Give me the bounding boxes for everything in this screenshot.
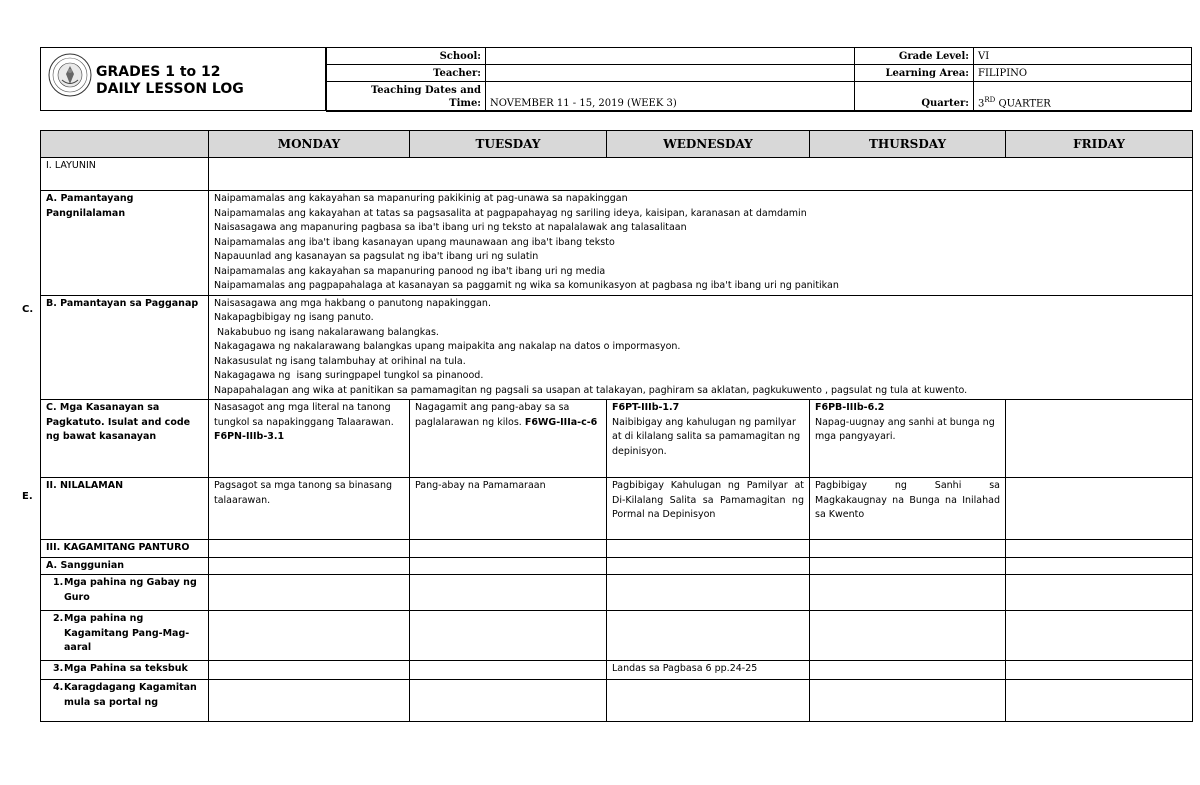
pagganap-line: Nakabubuo ng isang nakalarawang balangkas. bbox=[214, 326, 439, 338]
kagamitan-mag-aaral-monday bbox=[209, 611, 410, 661]
day-header-monday: MONDAY bbox=[209, 131, 410, 158]
header-info-table bbox=[326, 47, 1192, 112]
quarter-label: Quarter: bbox=[855, 82, 974, 112]
pamantayang-row bbox=[41, 191, 1193, 296]
kasanayan-friday bbox=[1006, 400, 1193, 478]
sanggunian-wednesday bbox=[607, 557, 810, 575]
margin-marker-c: C. bbox=[22, 304, 34, 315]
pamantayang-line: Naipamamalas ang iba't ibang kasanayan upang maunawaan ang iba't ibang teksto bbox=[214, 236, 615, 248]
kagamitan-row bbox=[41, 540, 1193, 558]
kasanayan-wednesday bbox=[607, 400, 810, 478]
kagamitan-mag-aaral-wednesday bbox=[607, 611, 810, 661]
quarter-suffix: RD bbox=[984, 95, 996, 104]
kasanayan-wednesday-code: F6PT-IIIb-1.7 bbox=[612, 402, 680, 413]
day-header-thursday: THURSDAY bbox=[810, 131, 1006, 158]
kasanayan-monday-code: F6PN-IIIb-3.1 bbox=[214, 431, 285, 442]
kasanayan-tuesday bbox=[410, 400, 607, 478]
kagamitan-label: III. KAGAMITANG PANTURO bbox=[41, 540, 209, 558]
gabay-row bbox=[41, 575, 1193, 611]
kasanayan-thursday-text: Napag-uugnay ang sanhi at bunga ng mga pangyayari. bbox=[815, 416, 995, 442]
lesson-log-table bbox=[40, 130, 1193, 722]
karagdagan-wednesday bbox=[607, 680, 810, 722]
pamantayang-line: Naipamamalas ang kakayahan sa mapanuring pakikinig at pag-unawa sa napakinggan bbox=[214, 193, 628, 204]
teaching-dates-label-line-2: Time: bbox=[449, 97, 481, 109]
kagamitan-friday bbox=[1006, 540, 1193, 558]
pamantayang-content bbox=[209, 191, 1193, 296]
grade-level-value: VI bbox=[974, 48, 1192, 65]
kagamitan-mag-aaral-label bbox=[41, 611, 209, 661]
teacher-value bbox=[486, 65, 855, 82]
teaching-dates-label-line-1: Teaching Dates and bbox=[370, 84, 481, 96]
pamantayang-line: Naipamamalas ang pagpapahalaga at kasanayan sa paggamit ng wika sa komunikasyon at pagbasa ng iba't ibang uri ng panitikan bbox=[214, 280, 839, 291]
nilalaman-tuesday: Pang-abay na Pamamaraan bbox=[410, 478, 607, 540]
sanggunian-row bbox=[41, 557, 1193, 575]
gabay-tuesday bbox=[410, 575, 607, 611]
teksbuk-row bbox=[41, 661, 1193, 680]
nilalaman-wednesday: Pagbibigay Kahulugan ng Pamilyar at Di-Kilalang Salita sa Pamamagitan ng Pormal na Depinisyon bbox=[607, 478, 810, 540]
gabay-label bbox=[41, 575, 209, 611]
deped-seal-icon bbox=[48, 53, 92, 97]
kasanayan-tuesday-text: Nagagamit ang pang-abay sa sa paglalarawan ng kilos. bbox=[415, 402, 570, 428]
teaching-dates-value: NOVEMBER 11 - 15, 2019 (WEEK 3) bbox=[486, 82, 855, 112]
karagdagan-thursday bbox=[810, 680, 1006, 722]
karagdagan-friday bbox=[1006, 680, 1193, 722]
gabay-thursday bbox=[810, 575, 1006, 611]
kagamitan-mag-aaral-thursday bbox=[810, 611, 1006, 661]
title-line-2: DAILY LESSON LOG bbox=[96, 81, 244, 97]
kasanayan-monday bbox=[209, 400, 410, 478]
karagdagan-label bbox=[41, 680, 209, 722]
teksbuk-friday bbox=[1006, 661, 1193, 680]
pagganap-line: Naisasagawa ang mga hakbang o panutong napakinggan. bbox=[214, 297, 491, 309]
layunin-content bbox=[209, 158, 1193, 191]
kasanayan-row bbox=[41, 400, 1193, 478]
nilalaman-monday: Pagsagot sa mga tanong sa binasang talaarawan. bbox=[209, 478, 410, 540]
day-header-blank bbox=[41, 131, 209, 158]
quarter-number: 3 bbox=[978, 98, 985, 109]
school-value bbox=[486, 48, 855, 65]
pamantayang-line: Naipamamalas ang kakayahan at tatas sa pagsasalita at pagpapahayag ng sariling ideya, kaisipan, karanasan at damdamin bbox=[214, 207, 807, 219]
grade-level-label: Grade Level: bbox=[855, 48, 974, 65]
learning-area-value: FILIPINO bbox=[974, 65, 1192, 82]
teaching-dates-label bbox=[327, 82, 486, 112]
karagdagan-text: Karagdagang Kagamitan mula sa portal ng bbox=[64, 682, 197, 708]
teksbuk-monday bbox=[209, 661, 410, 680]
pagganap-line: Nakagagawa ng nakalarawang balangkas upang maipakita ang nakalap na datos o impormasyon. bbox=[214, 341, 681, 352]
days-header-row bbox=[41, 131, 1193, 158]
pagganap-line: Napapahalagan ang wika at panitikan sa pamamagitan ng pagsali sa usapan at talakayan, paghiram sa aklatan, pagkukuwento , pagsulat ng tula at kuwento. bbox=[214, 384, 968, 396]
day-header-wednesday: WEDNESDAY bbox=[607, 131, 810, 158]
teksbuk-wednesday: Landas sa Pagbasa 6 pp.24-25 bbox=[607, 661, 810, 680]
sanggunian-tuesday bbox=[410, 557, 607, 575]
kasanayan-wednesday-text: Naibibigay ang kahulugan ng pamilyar at di kilalang salita sa pamamagitan ng depinisyon. bbox=[612, 416, 801, 457]
kagamitan-mag-aaral-text: Mga pahina ng Kagamitang Pang-Mag-aaral bbox=[64, 613, 190, 653]
karagdagan-tuesday bbox=[410, 680, 607, 722]
day-header-tuesday: TUESDAY bbox=[410, 131, 607, 158]
school-label: School: bbox=[327, 48, 486, 65]
gabay-wednesday bbox=[607, 575, 810, 611]
quarter-value bbox=[974, 82, 1192, 112]
kasanayan-thursday-code: F6PB-IIIb-6.2 bbox=[815, 402, 885, 413]
margin-marker-e: E. bbox=[22, 491, 33, 502]
pamantayang-line: Napauunlad ang kasanayan sa pagsulat ng iba't ibang uri ng sulatin bbox=[214, 251, 539, 262]
nilalaman-friday bbox=[1006, 478, 1193, 540]
gabay-monday bbox=[209, 575, 410, 611]
pamantayang-label: A. Pamantayang Pangnilalaman bbox=[41, 191, 209, 296]
karagdagan-row bbox=[41, 680, 1193, 722]
pagganap-line: Nakapagbibigay ng isang panuto. bbox=[214, 312, 374, 323]
quarter-word: QUARTER bbox=[995, 98, 1051, 109]
pamantayang-line: Naisasagawa ang mapanuring pagbasa sa iba't ibang uri ng teksto at napalalawak ang talasalitaan bbox=[214, 222, 687, 233]
kagamitan-mag-aaral-number: 2. bbox=[53, 613, 64, 624]
kagamitan-monday bbox=[209, 540, 410, 558]
layunin-row bbox=[41, 158, 1193, 191]
teacher-label: Teacher: bbox=[327, 65, 486, 82]
teksbuk-thursday bbox=[810, 661, 1006, 680]
title-line-1: GRADES 1 to 12 bbox=[96, 64, 221, 80]
kasanayan-label: C. Mga Kasanayan sa Pagkatuto. Isulat and code ng bawat kasanayan bbox=[41, 400, 209, 478]
kagamitan-thursday bbox=[810, 540, 1006, 558]
kagamitan-wednesday bbox=[607, 540, 810, 558]
gabay-text: Mga pahina ng Gabay ng Guro bbox=[64, 577, 197, 603]
day-header-friday: FRIDAY bbox=[1006, 131, 1193, 158]
sanggunian-thursday bbox=[810, 557, 1006, 575]
layunin-label: I. LAYUNIN bbox=[41, 158, 209, 191]
teksbuk-label bbox=[41, 661, 209, 680]
nilalaman-row bbox=[41, 478, 1193, 540]
pamantayang-line: Naipamamalas ang kakayahan sa mapanuring panood ng iba't ibang uri ng media bbox=[214, 265, 606, 277]
karagdagan-number: 4. bbox=[53, 682, 64, 693]
kagamitan-tuesday bbox=[410, 540, 607, 558]
learning-area-label: Learning Area: bbox=[855, 65, 974, 82]
gabay-friday bbox=[1006, 575, 1193, 611]
pagganap-row bbox=[41, 295, 1193, 400]
kagamitan-mag-aaral-friday bbox=[1006, 611, 1193, 661]
sanggunian-friday bbox=[1006, 557, 1193, 575]
pagganap-line: Nakagagawa ng isang suringpapel tungkol sa pinanood. bbox=[214, 370, 484, 381]
kagamitan-mag-aaral-row bbox=[41, 611, 1193, 661]
nilalaman-thursday: Pagbibigay ng Sanhi sa Magkakaugnay na Bunga na Inilahad sa Kwento bbox=[810, 478, 1006, 540]
karagdagan-monday bbox=[209, 680, 410, 722]
teksbuk-text: Mga Pahina sa teksbuk bbox=[64, 663, 188, 674]
teksbuk-number: 3. bbox=[53, 663, 64, 674]
kasanayan-tuesday-code: F6WG-IIIa-c-6 bbox=[524, 416, 598, 428]
pagganap-label: B. Pamantayan sa Pagganap bbox=[41, 295, 209, 400]
kasanayan-thursday bbox=[810, 400, 1006, 478]
document-title bbox=[96, 64, 244, 98]
sanggunian-monday bbox=[209, 557, 410, 575]
teksbuk-tuesday bbox=[410, 661, 607, 680]
kasanayan-monday-text: Nasasagot ang mga literal na tanong tungkol sa napakinggang Talaarawan. bbox=[214, 402, 394, 428]
sanggunian-label: A. Sanggunian bbox=[41, 557, 209, 575]
pagganap-line: Nakasusulat ng isang talambuhay at orihinal na tula. bbox=[214, 355, 466, 367]
pagganap-content bbox=[209, 295, 1193, 400]
gabay-number: 1. bbox=[53, 577, 64, 588]
nilalaman-label: II. NILALAMAN bbox=[41, 478, 209, 540]
kagamitan-mag-aaral-tuesday bbox=[410, 611, 607, 661]
